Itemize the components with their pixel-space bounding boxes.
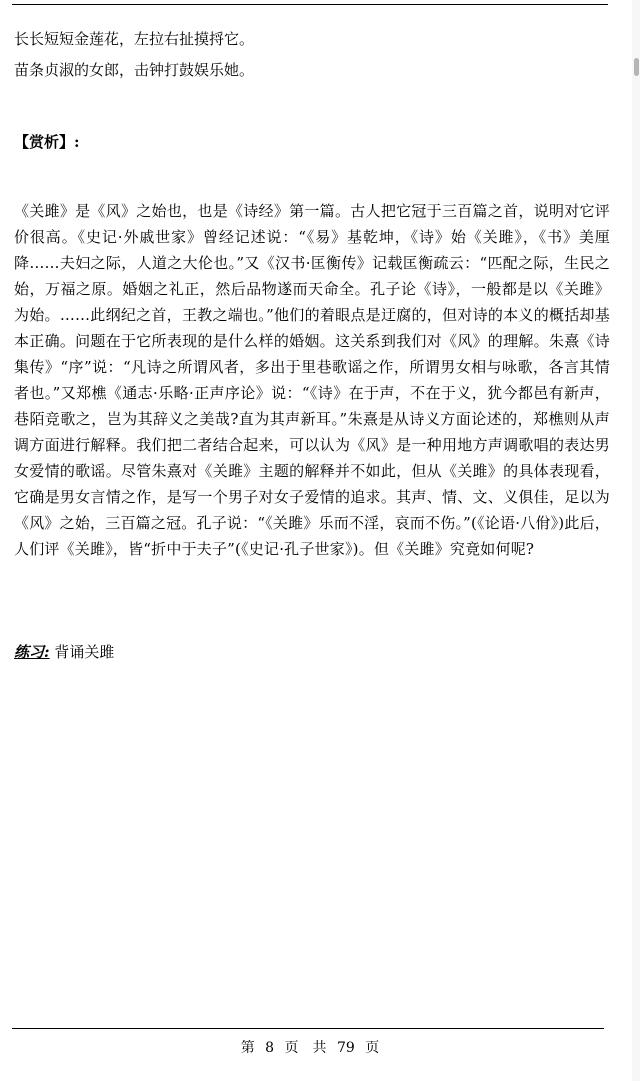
poem-line: 长长短短金莲花，左拉右扯摸捋它。 [14, 30, 255, 48]
top-rule [12, 4, 608, 5]
practice-section [14, 638, 610, 666]
analysis-heading: 【赏析】: [14, 133, 80, 151]
poem-translation [14, 24, 610, 86]
page-number-footer: 第 8 页 共 79 页 [240, 1040, 380, 1056]
practice-text: 背诵关雎 [54, 643, 115, 661]
analysis-paragraph: 《关雎》是《风》之始也，也是《诗经》第一篇。古人把它冠于三百篇之首，说明对它评价很高。《史记·外戚世家》曾经记述说：“《易》基乾坤，《诗》始《关雎》，《书》美厘降……夫妇之际，人道之大伦也。”又《汉书·匡衡传》记载匡衡疏云：“匹配之际，生民之始，万福之原。婚姻之礼正，然后品物遂而天命全。孔子论《诗》，一般都是以《关雎》为始。……此纲纪之首，王教之端也。”他们的着眼点是迂腐的，但对诗的本义的概括却基本正确。问题在于它所表现的是什么样的婚姻。这关系到我们对《风》的理解。朱熹《诗集传》“序”说：“凡诗之所谓风者，多出于里巷歌谣之作，所谓男女相与咏歌，各言其情者也。”又郑樵《通志·乐略·正声序论》说：“《诗》在于声，不在于义，犹今都邑有新声，巷陌竞歌之，岂为其辞义之美哉?直为其声新耳。”朱熹是从诗义方面论述的，郑樵则从声调方面进行解释。我们把二者结合起来，可以认为《风》是一种用地方声调歌唱的表达男女爱情的歌谣。尽管朱熹对《关雎》主题的解释并不如此，但从《关雎》的具体表现看，它确是男女言情之作，是写一个男子对女子爱情的追求。其声、情、文、义俱佳，足以为《风》之始，三百篇之冠。孔子说：“《关雎》乐而不淫，哀而不伤。”(《论语·八佾》)此后，人们评《关雎》，皆“折中于夫子”(《史记·孔子世家》)。但《关雎》究竟如何呢? [14, 202, 610, 558]
document-content [14, 24, 610, 666]
practice-label: 练习: [14, 643, 50, 661]
footer-rule [12, 1028, 604, 1029]
vertical-scrollbar[interactable] [632, 0, 640, 1081]
scrollbar-thumb[interactable] [634, 58, 639, 76]
poem-line: 苗条贞淑的女郎，击钟打鼓娱乐她。 [14, 61, 255, 79]
